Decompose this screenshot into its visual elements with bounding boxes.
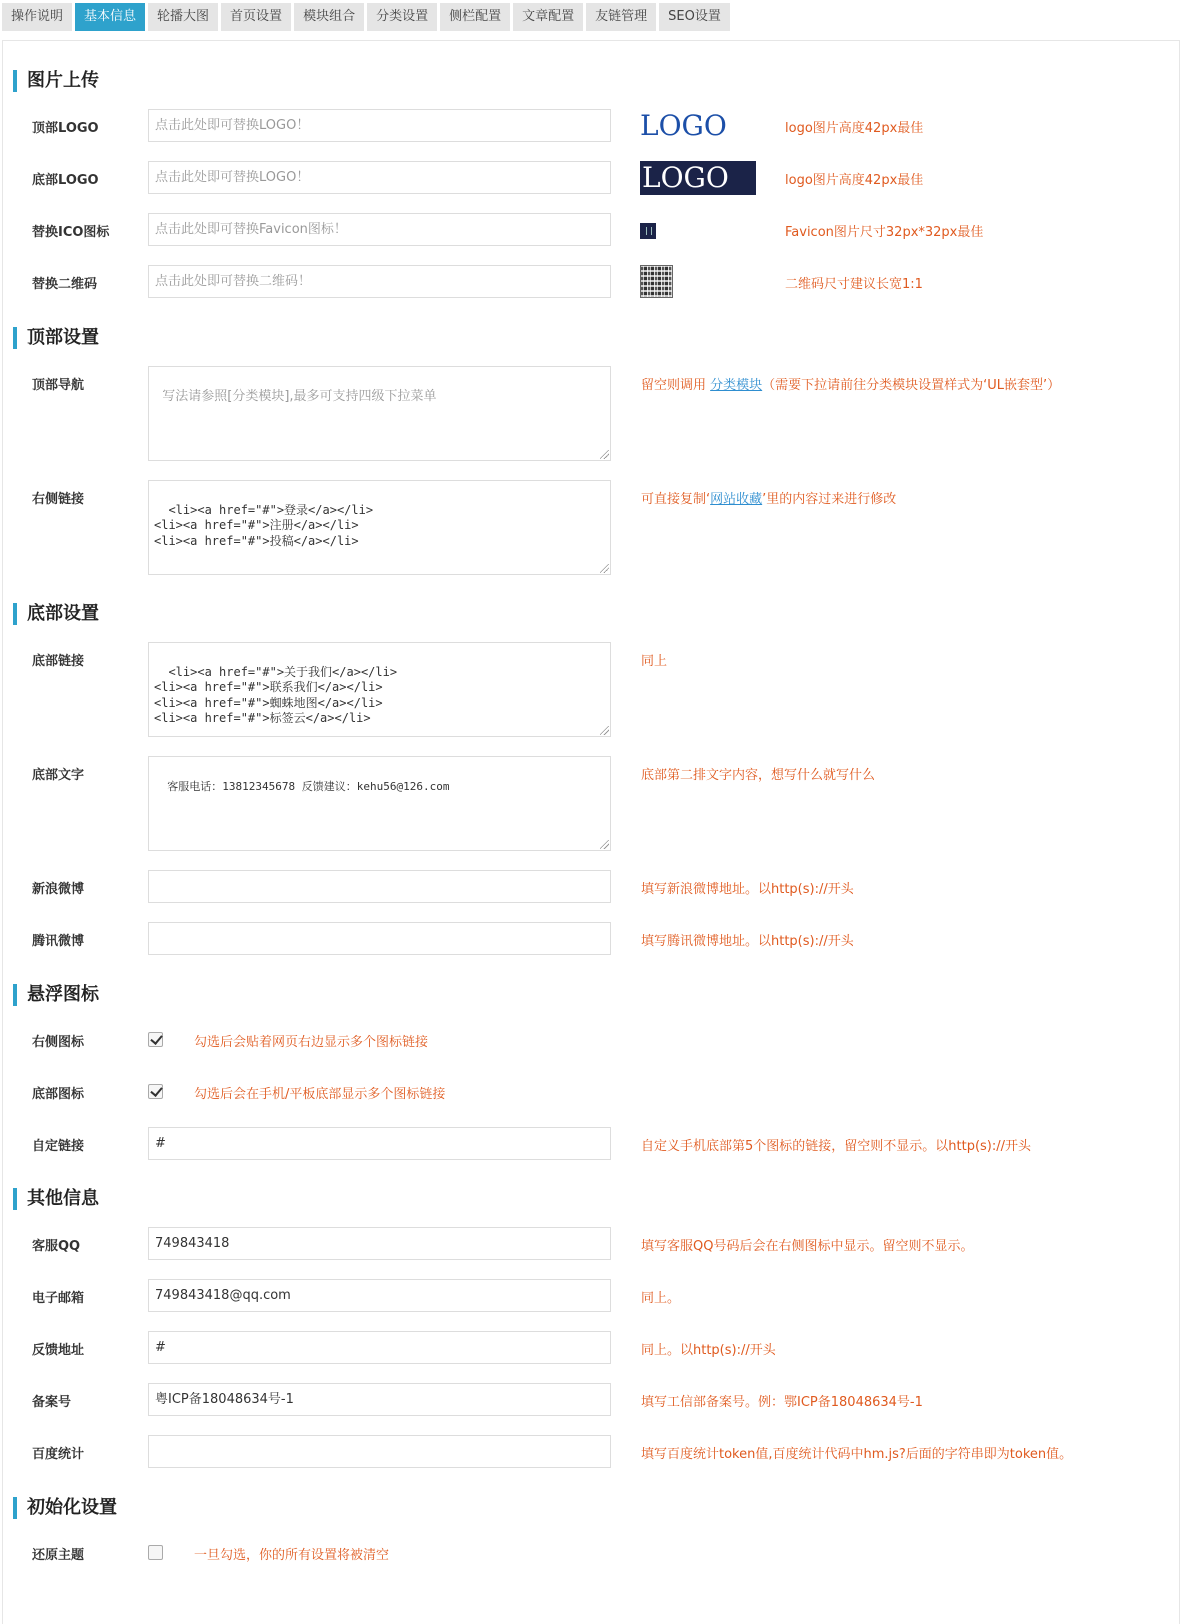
bottom-logo-upload-field[interactable]: 点击此处即可替换LOGO！ — [148, 161, 611, 194]
tab-homepage[interactable]: 首页设置 — [221, 3, 291, 31]
right-links-hint-prefix: 可直接复制‘ — [641, 492, 711, 507]
right-links-textarea[interactable] — [148, 480, 611, 575]
bottom-text-label: 底部文字 — [32, 768, 85, 783]
tab-category[interactable]: 分类设置 — [367, 3, 437, 31]
bottom-text-textarea[interactable] — [148, 756, 611, 851]
email-hint: 同上。 — [641, 1291, 681, 1306]
right-links-value: <li><a href="#">登录</a></li> <li><a href="#">注册</a></li> <li><a href="#">投稿</a></li> — [154, 502, 374, 548]
resize-handle-icon[interactable] — [600, 564, 609, 573]
baidu-stats-hint: 填写百度统计token值,百度统计代码中hm.js?后面的字符串即为token值。 — [641, 1447, 1073, 1462]
weibo-label: 新浪微博 — [32, 882, 85, 897]
right-links-hint-suffix: ’里的内容过来进行修改 — [762, 492, 897, 507]
bottom-links-textarea[interactable] — [148, 642, 611, 737]
qrcode-hint: 二维码尺寸建议长宽1:1 — [785, 277, 923, 292]
resize-handle-icon[interactable] — [600, 840, 609, 849]
section-title-float-icons: 悬浮图标 — [13, 984, 99, 1006]
top-nav-hint-prefix: 留空则调用 — [641, 378, 711, 393]
top-nav-label: 顶部导航 — [32, 378, 85, 393]
top-logo-label: 顶部LOGO — [32, 121, 99, 136]
resize-handle-icon[interactable] — [600, 450, 609, 459]
tencent-weibo-label: 腾讯微博 — [32, 934, 85, 949]
section-title-bottom-settings: 底部设置 — [13, 603, 99, 625]
top-nav-textarea[interactable] — [148, 366, 611, 461]
restore-theme-hint: 一旦勾选，你的所有设置将被清空 — [194, 1548, 390, 1563]
icp-hint: 填写工信部备案号。例：鄂ICP备18048634号-1 — [641, 1395, 923, 1410]
top-nav-hint — [641, 374, 1060, 393]
section-title-other-info: 其他信息 — [13, 1188, 99, 1210]
custom-link-label: 自定链接 — [32, 1139, 85, 1154]
qrcode-upload-field[interactable]: 点击此处即可替换二维码！ — [148, 265, 611, 298]
bottom-links-hint: 同上 — [641, 654, 668, 669]
top-logo-upload-field[interactable]: 点击此处即可替换LOGO！ — [148, 109, 611, 142]
feedback-hint: 同上。以http(s)://开头 — [641, 1343, 776, 1358]
tab-modules[interactable]: 模块组合 — [294, 3, 364, 31]
favicon-hint: Favicon图片尺寸32px*32px最佳 — [785, 225, 984, 240]
icp-label: 备案号 — [32, 1395, 72, 1410]
resize-handle-icon[interactable] — [600, 726, 609, 735]
qq-hint: 填写客服QQ号码后会在右侧图标中显示。留空则不显示。 — [641, 1239, 974, 1254]
qq-input[interactable]: 749843418 — [148, 1227, 611, 1260]
tencent-weibo-hint: 填写腾讯微博地址。以http(s)://开头 — [641, 934, 854, 949]
bottom-logo-label: 底部LOGO — [32, 173, 99, 188]
icp-input[interactable]: 粤ICP备18048634号-1 — [148, 1383, 611, 1416]
restore-theme-checkbox[interactable] — [148, 1545, 163, 1560]
top-logo-hint: logo图片高度42px最佳 — [785, 121, 924, 136]
custom-link-input[interactable]: # — [148, 1127, 611, 1160]
email-input[interactable]: 749843418@qq.com — [148, 1279, 611, 1312]
right-links-label: 右侧链接 — [32, 492, 85, 507]
top-nav-hint-suffix: （需要下拉请前往分类模块设置样式为‘UL嵌套型’） — [762, 378, 1061, 393]
baidu-stats-label: 百度统计 — [32, 1447, 85, 1462]
settings-tabs — [2, 3, 730, 31]
tab-seo[interactable]: SEO设置 — [659, 3, 730, 31]
tab-article[interactable]: 文章配置 — [513, 3, 583, 31]
weibo-input[interactable] — [148, 870, 611, 903]
tab-friend-links[interactable]: 友链管理 — [586, 3, 656, 31]
bottom-links-label: 底部链接 — [32, 654, 85, 669]
site-favorites-link[interactable]: 网站收藏 — [710, 492, 763, 507]
bottom-links-value: <li><a href="#">关于我们</a></li> <li><a href="#">联系我们</a></li> <li><a href="#">蜘蛛地图</a></li> <li><a href="#">标签云</a></li> — [154, 664, 398, 725]
right-icons-checkbox[interactable] — [148, 1032, 163, 1047]
right-icons-label: 右侧图标 — [32, 1035, 85, 1050]
tab-basic-info[interactable]: 基本信息 — [75, 3, 145, 31]
feedback-input[interactable]: # — [148, 1331, 611, 1364]
qrcode-preview-icon — [640, 265, 673, 298]
favicon-upload-field[interactable]: 点击此处即可替换Favicon图标！ — [148, 213, 611, 246]
email-label: 电子邮箱 — [32, 1291, 85, 1306]
feedback-label: 反馈地址 — [32, 1343, 85, 1358]
right-icons-hint: 勾选后会贴着网页右边显示多个图标链接 — [194, 1035, 429, 1050]
category-module-link[interactable]: 分类模块 — [710, 378, 763, 393]
tab-sidebar[interactable]: 侧栏配置 — [440, 3, 510, 31]
qrcode-label: 替换二维码 — [32, 277, 98, 292]
right-links-hint — [641, 488, 896, 507]
favicon-label: 替换ICO图标 — [32, 225, 110, 240]
tencent-weibo-input[interactable] — [148, 922, 611, 955]
custom-link-hint: 自定义手机底部第5个图标的链接，留空则不显示。以http(s)://开头 — [641, 1139, 1032, 1154]
tab-carousel[interactable]: 轮播大图 — [148, 3, 218, 31]
bottom-text-value: 客服电话：13812345678 反馈建议：kehu56@126.com — [167, 779, 450, 793]
bottom-logo-preview: LOGO — [640, 161, 756, 195]
bottom-icons-hint: 勾选后会在手机/平板底部显示多个图标链接 — [194, 1087, 446, 1102]
qq-label: 客服QQ — [32, 1239, 81, 1254]
bottom-icons-label: 底部图标 — [32, 1087, 85, 1102]
bottom-text-hint: 底部第二排文字内容，想写什么就写什么 — [641, 768, 876, 783]
tab-operation-guide[interactable]: 操作说明 — [2, 3, 72, 31]
top-logo-preview: LOGO — [640, 109, 727, 142]
favicon-preview-icon — [640, 223, 656, 239]
top-nav-placeholder: 写法请参照[分类模块],最多可支持四级下拉菜单 — [162, 388, 437, 404]
weibo-hint: 填写新浪微博地址。以http(s)://开头 — [641, 882, 854, 897]
bottom-icons-checkbox[interactable] — [148, 1084, 163, 1099]
baidu-stats-input[interactable] — [148, 1435, 611, 1468]
section-title-top-settings: 顶部设置 — [13, 327, 99, 349]
section-title-image-upload: 图片上传 — [13, 70, 99, 92]
bottom-logo-hint: logo图片高度42px最佳 — [785, 173, 924, 188]
restore-theme-label: 还原主题 — [32, 1548, 85, 1563]
section-title-init-settings: 初始化设置 — [13, 1497, 117, 1519]
